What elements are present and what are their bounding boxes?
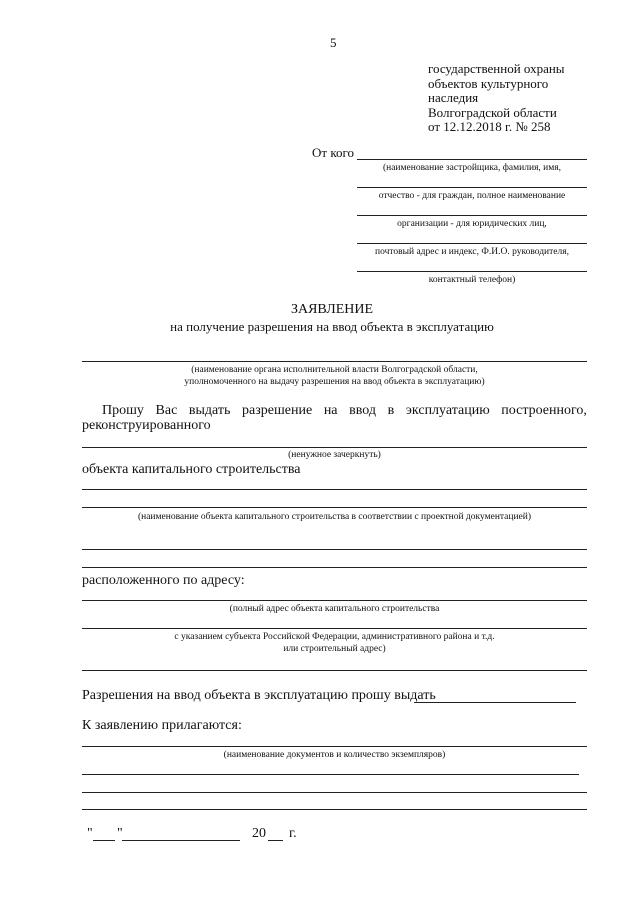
from-label: От кого [312,145,354,160]
date-month-field[interactable] [122,840,240,841]
from-hint: (наименование застройщика, фамилия, имя, [382,163,562,173]
document-subtitle: на получение разрешения на ввод объекта в эксплуатацию [170,319,494,334]
header-line: государственной охраны [428,61,565,76]
date-year-prefix: 20 [252,826,266,841]
issue-label: Разрешения на ввод объекта в эксплуатацию прошу выдать [82,688,436,703]
request-word: Прошу [102,403,144,418]
address-hint: или строительный адрес) [283,644,386,654]
attachments-line[interactable] [82,746,587,747]
object-label: объекта капитального строительства [82,462,301,477]
header-line: от 12.12.2018 г. № 258 [428,119,551,134]
request-word: на [323,403,338,418]
header-line: наследия [428,90,479,105]
from-line[interactable] [357,271,587,272]
header-line: Волгоградской области [428,104,557,120]
address-label: расположенного по адресу: [82,573,245,588]
from-hint: почтовый адрес и индекс, Ф.И.О. руководителя, [375,247,569,257]
address-hint: с указанием субъекта Российской Федерации, административного района и т.д. [174,632,495,642]
address-line[interactable] [82,670,587,671]
issue-line[interactable] [414,702,576,703]
attachments-label: К заявлению прилагаются: [82,718,242,733]
address-hint: (полный адрес объекта капитального строительства [229,604,440,614]
address-line[interactable] [82,600,587,601]
address-line[interactable] [82,628,587,629]
strike-hint: (ненужное зачеркнуть) [288,450,381,460]
organ-line[interactable] [82,361,587,362]
object-line[interactable] [82,507,587,508]
request-word: в [387,403,395,418]
date-open-quote: " [87,826,93,841]
from-hint: контактный телефон) [428,275,516,285]
document-title: ЗАЯВЛЕНИЕ [290,302,374,317]
request-word: выдать [188,403,231,418]
header-line: объектов культурного [428,75,549,91]
from-line[interactable] [357,215,587,216]
header-block [428,62,565,135]
from-line[interactable] [357,243,587,244]
date-close-quote: " [117,826,123,841]
request-line-2: реконструированного [82,418,211,433]
object-line[interactable] [82,567,587,568]
from-name-line[interactable] [357,159,587,160]
attachments-line[interactable] [82,792,587,793]
organ-hint: уполномоченного на выдачу разрешения на ввод объекта в эксплуатацию) [184,377,485,387]
request-line [82,403,587,419]
date-year-field[interactable] [268,840,283,841]
request-word: ввод [349,403,377,418]
attachments-line[interactable] [82,774,579,775]
attachments-hint: (наименование документов и количество экземпляров) [223,750,446,760]
organ-hint: (наименование органа исполнительной власти Волгоградской области, [191,365,478,375]
request-word: эксплуатацию [405,403,490,418]
request-word: разрешение [242,403,313,418]
from-line[interactable] [357,187,587,188]
page-number: 5 [330,35,337,50]
date-year-suffix: г. [289,826,297,841]
attachments-line[interactable] [82,809,587,810]
request-word: построенного, [501,403,587,418]
request-word: Вас [155,403,178,418]
object-line[interactable] [82,549,587,550]
date-day-field[interactable] [93,840,115,841]
from-hint: организации - для юридических лиц, [397,219,547,229]
object-line[interactable] [82,489,587,490]
request-line-field[interactable] [82,447,587,448]
from-hint: отчество - для граждан, полное наименование [378,191,566,201]
object-hint: (наименование объекта капитального строительства в соответствии с проектной документацией) [137,512,532,522]
